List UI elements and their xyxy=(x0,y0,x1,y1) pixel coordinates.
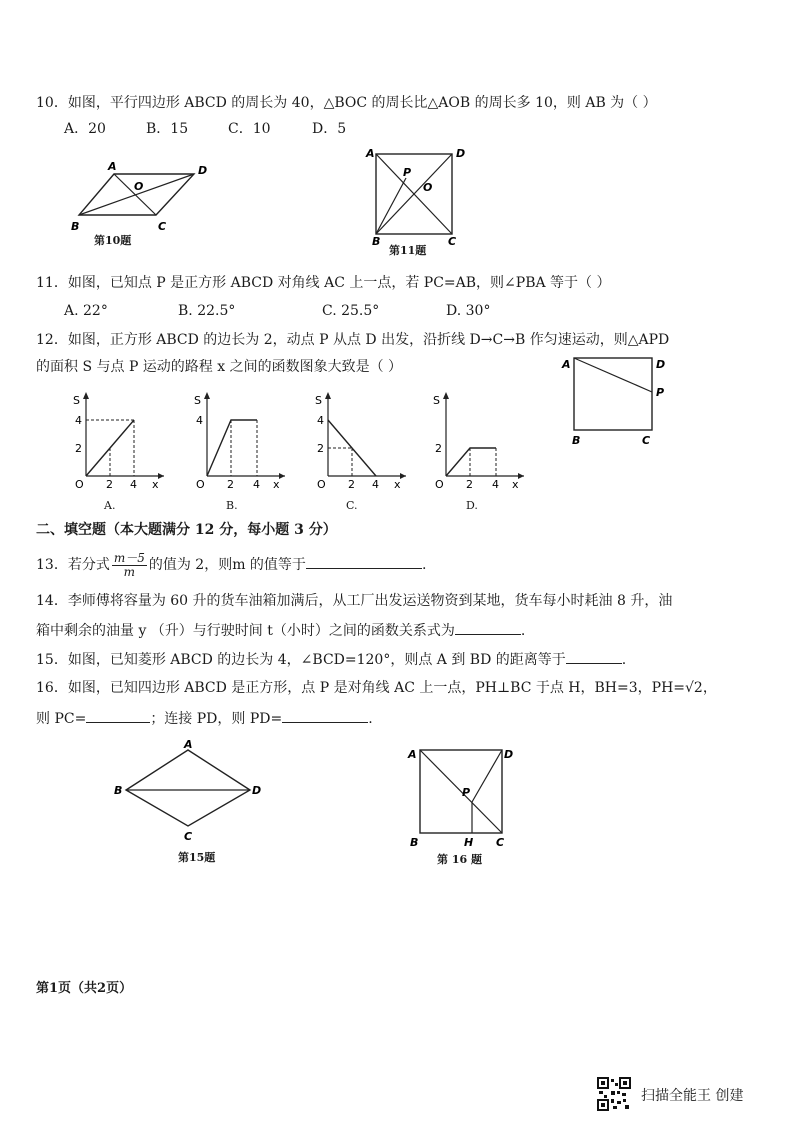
q16-pd-label: ；连接 PD，则 PD= xyxy=(150,711,283,727)
fig11-label-d: D xyxy=(456,147,466,160)
svg-text:2: 2 xyxy=(106,478,113,490)
fig16-caption: 第 16 题 xyxy=(437,853,482,866)
q14-line2-text: 箱中剩余的油量 y （升）与行驶时间 t（小时）之间的函数关系式为 xyxy=(36,623,455,639)
q16-pd-blank[interactable] xyxy=(282,708,368,723)
q12-graph-d-label: D. xyxy=(466,499,478,512)
svg-text:O: O xyxy=(75,478,84,490)
fig16-label-a: A xyxy=(408,748,417,761)
fig16-square xyxy=(404,742,519,852)
svg-text:2: 2 xyxy=(317,442,324,455)
svg-text:4: 4 xyxy=(492,478,499,490)
q10-option-a: A．20 xyxy=(64,121,106,137)
q16-pc-blank[interactable] xyxy=(86,708,150,723)
q16-end: . xyxy=(368,711,373,727)
svg-text:x: x xyxy=(152,478,159,490)
fig10-label-o: O xyxy=(134,180,144,193)
q10-stem: 10．如图，平行四边形 ABCD 的周长为 40，△BOC 的周长比△AOB 的周长多 10，则 AB 为（ ） xyxy=(36,95,657,111)
q14-end: . xyxy=(520,623,526,639)
q11-option-b: B. 22.5° xyxy=(178,303,236,319)
svg-text:2: 2 xyxy=(435,442,442,455)
fig10-label-c: C xyxy=(158,220,167,233)
q11-option-d: D. 30° xyxy=(446,303,491,319)
fig16-label-b: B xyxy=(410,836,419,849)
q12-graph-a-label: A. xyxy=(104,499,116,512)
fig11-caption: 第11题 xyxy=(389,244,427,257)
q12-graph-a xyxy=(66,390,166,490)
q15-answer-blank[interactable] xyxy=(566,649,622,664)
svg-text:S: S xyxy=(73,394,80,407)
fig16-label-p: P xyxy=(462,786,471,799)
q13-stem xyxy=(36,549,426,581)
q10-option-c: C．10 xyxy=(228,121,271,137)
svg-text:x: x xyxy=(273,478,280,490)
q12-graph-d xyxy=(426,390,526,490)
svg-text:O: O xyxy=(317,478,326,490)
q14-stem-line2 xyxy=(36,620,525,640)
svg-text:2: 2 xyxy=(75,442,82,455)
q16-pc-label: 则 PC= xyxy=(36,711,87,727)
q10-option-d: D．5 xyxy=(312,121,347,137)
fig15-label-c: C xyxy=(184,830,193,843)
svg-text:4: 4 xyxy=(253,478,260,490)
q11-option-c: C. 25.5° xyxy=(322,303,380,319)
fig15-rhombus xyxy=(112,740,272,845)
fig12-label-p: P xyxy=(656,386,665,399)
svg-text:4: 4 xyxy=(317,414,324,427)
fig11-label-p: P xyxy=(403,166,412,179)
q12-graph-b xyxy=(187,390,287,490)
fig15-label-b: B xyxy=(114,784,123,797)
fig11-label-c: C xyxy=(448,235,457,248)
fig10-label-b: B xyxy=(71,220,80,233)
svg-text:x: x xyxy=(394,478,401,490)
q15-stem xyxy=(36,649,626,669)
q16-stem-line1: 16．如图，已知四边形 ABCD 是正方形，点 P 是对角线 AC 上一点，PH⊥BC 于点 H，BH=3，PH=√2， xyxy=(36,680,717,696)
svg-text:4: 4 xyxy=(130,478,137,490)
svg-text:4: 4 xyxy=(372,478,379,490)
fig11-label-b: B xyxy=(372,235,381,248)
q15-line1: 15．如图，已知菱形 ABCD 的边长为 4，∠BCD=120°，则点 A 到 BD 的距离等于 xyxy=(36,652,566,668)
q13-answer-blank[interactable] xyxy=(306,554,422,569)
svg-text:O: O xyxy=(435,478,444,490)
q13-fraction xyxy=(112,552,147,579)
fig11-label-a: A xyxy=(366,147,375,160)
q13-denominator: m xyxy=(123,564,136,579)
svg-text:x: x xyxy=(512,478,519,490)
q12-graph-c-label: C. xyxy=(346,499,358,512)
q13-pre: 13．若分式 xyxy=(36,557,110,573)
fig10-label-a: A xyxy=(108,160,117,173)
fig12-label-a: A xyxy=(562,358,571,371)
fig11-label-o: O xyxy=(423,181,433,194)
q12-graph-b-label: B. xyxy=(226,499,238,512)
qr-code-icon xyxy=(597,1077,631,1111)
q12-stem-line1: 12．如图，正方形 ABCD 的边长为 2，动点 P 从点 D 出发，沿折线 D→C→B 作匀速运动，则△APD xyxy=(36,332,670,348)
fig15-label-a: A xyxy=(184,740,193,751)
q14-stem-line1: 14．李师傅将容量为 60 升的货车油箱加满后，从工厂出发运送物资到某地，货车每小时耗油 8 升，油 xyxy=(36,593,673,609)
q11-option-a: A. 22° xyxy=(64,303,108,319)
q13-end: . xyxy=(421,557,427,573)
fig12-label-b: B xyxy=(572,434,581,447)
q11-stem: 11．如图，已知点 P 是正方形 ABCD 对角线 AC 上一点，若 PC=AB，则∠PBA 等于（ ） xyxy=(36,275,611,291)
fig10-label-d: D xyxy=(198,164,208,177)
q14-answer-blank[interactable] xyxy=(455,620,521,635)
fig15-caption: 第15题 xyxy=(178,851,216,864)
fig12-square xyxy=(560,352,670,448)
fig16-label-d: D xyxy=(504,748,514,761)
q15-end: . xyxy=(621,652,627,668)
svg-text:S: S xyxy=(315,394,322,407)
fig15-label-d: D xyxy=(252,784,262,797)
fig12-label-d: D xyxy=(656,358,666,371)
svg-text:4: 4 xyxy=(196,414,203,427)
section2-title: 二、填空题（本大题满分 12 分，每小题 3 分） xyxy=(36,522,337,538)
q13-post: 的值为 2，则m 的值等于 xyxy=(148,557,306,573)
svg-text:S: S xyxy=(433,394,440,407)
fig10-parallelogram xyxy=(70,158,220,248)
fig12-label-c: C xyxy=(642,434,651,447)
q16-stem-line2 xyxy=(36,708,373,728)
q12-graph-c xyxy=(308,390,408,490)
q10-option-b: B．15 xyxy=(146,121,189,137)
fig10-caption: 第10题 xyxy=(94,234,132,247)
svg-text:S: S xyxy=(194,394,201,407)
scanner-app-credit: 扫描全能王 创建 xyxy=(641,1088,744,1104)
svg-text:O: O xyxy=(196,478,205,490)
svg-text:2: 2 xyxy=(466,478,473,490)
svg-text:2: 2 xyxy=(227,478,234,490)
svg-text:4: 4 xyxy=(75,414,82,427)
fig16-label-h: H xyxy=(464,836,474,849)
q12-stem-line2: 的面积 S 与点 P 运动的路程 x 之间的函数图象大致是（ ） xyxy=(36,359,403,375)
page-number: 第1页（共2页） xyxy=(36,981,133,996)
fig11-square xyxy=(362,145,472,250)
q13-numerator: m－5 xyxy=(113,550,145,565)
fig16-label-c: C xyxy=(496,836,505,849)
svg-text:2: 2 xyxy=(348,478,355,490)
